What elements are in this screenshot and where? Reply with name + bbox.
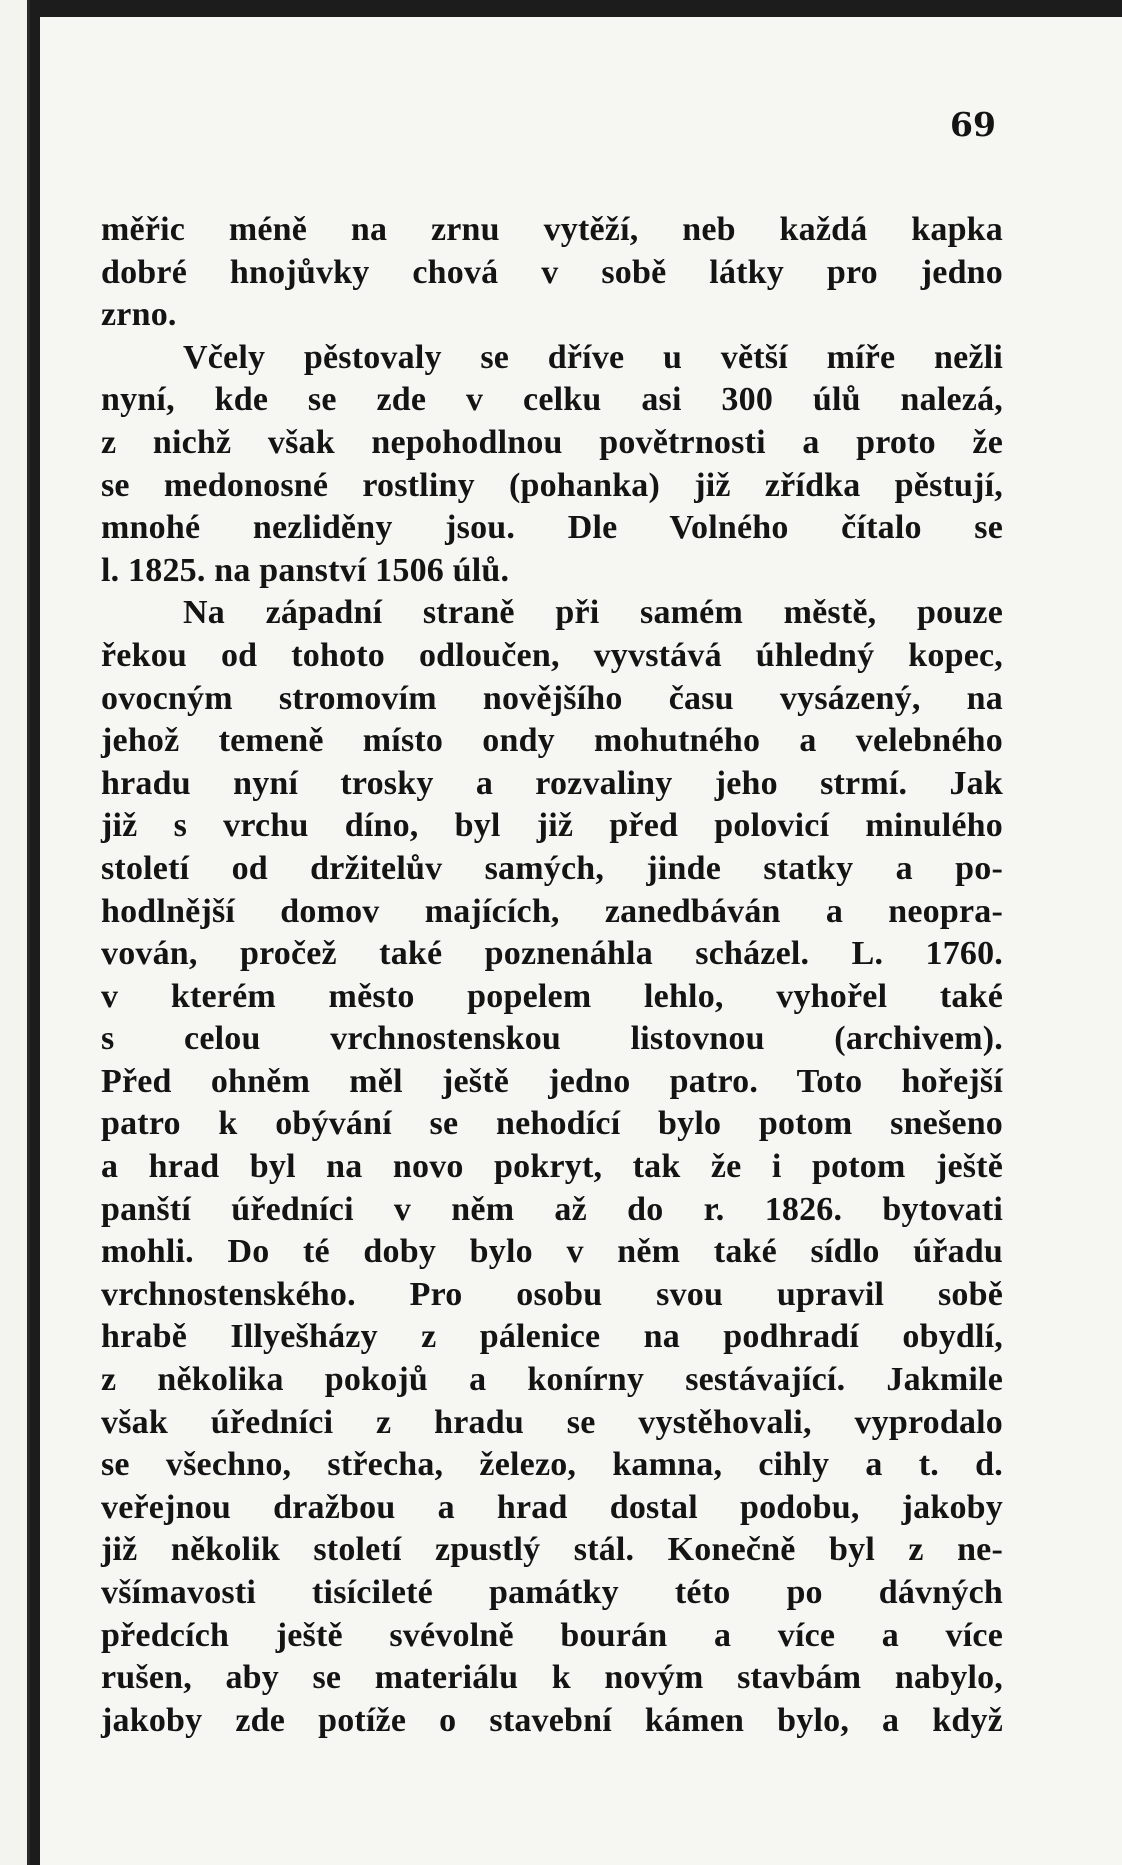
text-line: hradu nyní trosky a rozvaliny jeho strmí. Jak	[101, 764, 1003, 802]
text-line: zrno.	[101, 296, 177, 334]
left-page-edge	[0, 0, 30, 1865]
text-line: již několik století zpustlý stál. Konečně byl z ne-	[101, 1531, 1003, 1569]
text-line: z nichž však nepohodlnou povětrnosti a proto že	[101, 423, 1003, 461]
text-line: století od držitelův samých, jinde statky a po-	[101, 849, 1003, 887]
body-text	[101, 209, 1003, 1742]
text-line: vován, pročež také poznenáhla scházel. L. 1760.	[101, 935, 1003, 973]
text-line: již s vrchu díno, byl již před polovicí minulého	[101, 807, 1003, 845]
paragraph-start-line: Na západní straně při samém městě, pouze	[183, 594, 1003, 632]
text-line: hrabě Illyešházy z pálenice na podhradí obydlí,	[101, 1318, 1003, 1356]
text-line: jehož temeně místo ondy mohutného a velebného	[101, 722, 1003, 760]
text-line: se medonosné rostliny (pohanka) již zřídka pěstují,	[101, 466, 1003, 504]
text-line: a hrad byl na novo pokryt, tak že i potom ještě	[101, 1148, 1003, 1186]
text-line: hodlnější domov majících, zanedbáván a neopra-	[101, 892, 1003, 930]
text-line: z několika pokojů a konírny sestávající. Jakmile	[101, 1361, 1003, 1399]
book-page	[40, 17, 1122, 1865]
text-line: mnohé nezliděny jsou. Dle Volného čítalo se	[101, 509, 1003, 547]
text-line: všímavosti tisícileté památky této po dávných	[101, 1574, 1003, 1611]
text-line: l. 1825. na panství 1506 úlů.	[101, 551, 510, 589]
text-line: ovocným stromovím novějšího času vysázený, na	[101, 679, 1003, 717]
text-line: patro k obývání se nehodící bylo potom snešeno	[101, 1105, 1003, 1143]
text-line: v kterém město popelem lehlo, vyhořel také	[101, 977, 1003, 1015]
text-line: však úředníci z hradu se vystěhovali, vyprodalo	[101, 1403, 1003, 1441]
page-number: 69	[950, 105, 996, 144]
text-line: dobré hnojůvky chová v sobě látky pro jedno	[101, 253, 1003, 291]
text-line: Před ohněm měl ještě jedno patro. Toto hořejší	[101, 1062, 1003, 1100]
text-line: veřejnou dražbou a hrad dostal podobu, jakoby	[101, 1488, 1003, 1526]
text-line: rušen, aby se materiálu k novým stavbám nabylo,	[101, 1659, 1003, 1697]
text-line: nyní, kde se zde v celku asi 300 úlů nalezá,	[101, 381, 1003, 419]
text-line: panští úředníci v něm až do r. 1826. bytovati	[101, 1190, 1003, 1228]
text-line: s celou vrchnostenskou listovnou (archivem).	[101, 1020, 1003, 1058]
text-line: jakoby zde potíže o stavební kámen bylo, a když	[101, 1701, 1003, 1739]
text-line: vrchnostenského. Pro osobu svou upravil sobě	[101, 1275, 1003, 1313]
text-line: mohli. Do té doby bylo v něm také sídlo úřadu	[101, 1233, 1003, 1271]
text-line: řekou od tohoto odloučen, vyvstává úhledný kopec,	[101, 636, 1003, 674]
paragraph-start-line: Včely pěstovaly se dříve u větší míře nežli	[183, 338, 1003, 376]
text-line: se všechno, střecha, železo, kamna, cihly a t. d.	[101, 1446, 1003, 1484]
text-line: měřic méně na zrnu vytěží, neb každá kapka	[101, 211, 1003, 248]
text-line: předcích ještě svévolně bourán a více a více	[101, 1616, 1003, 1654]
